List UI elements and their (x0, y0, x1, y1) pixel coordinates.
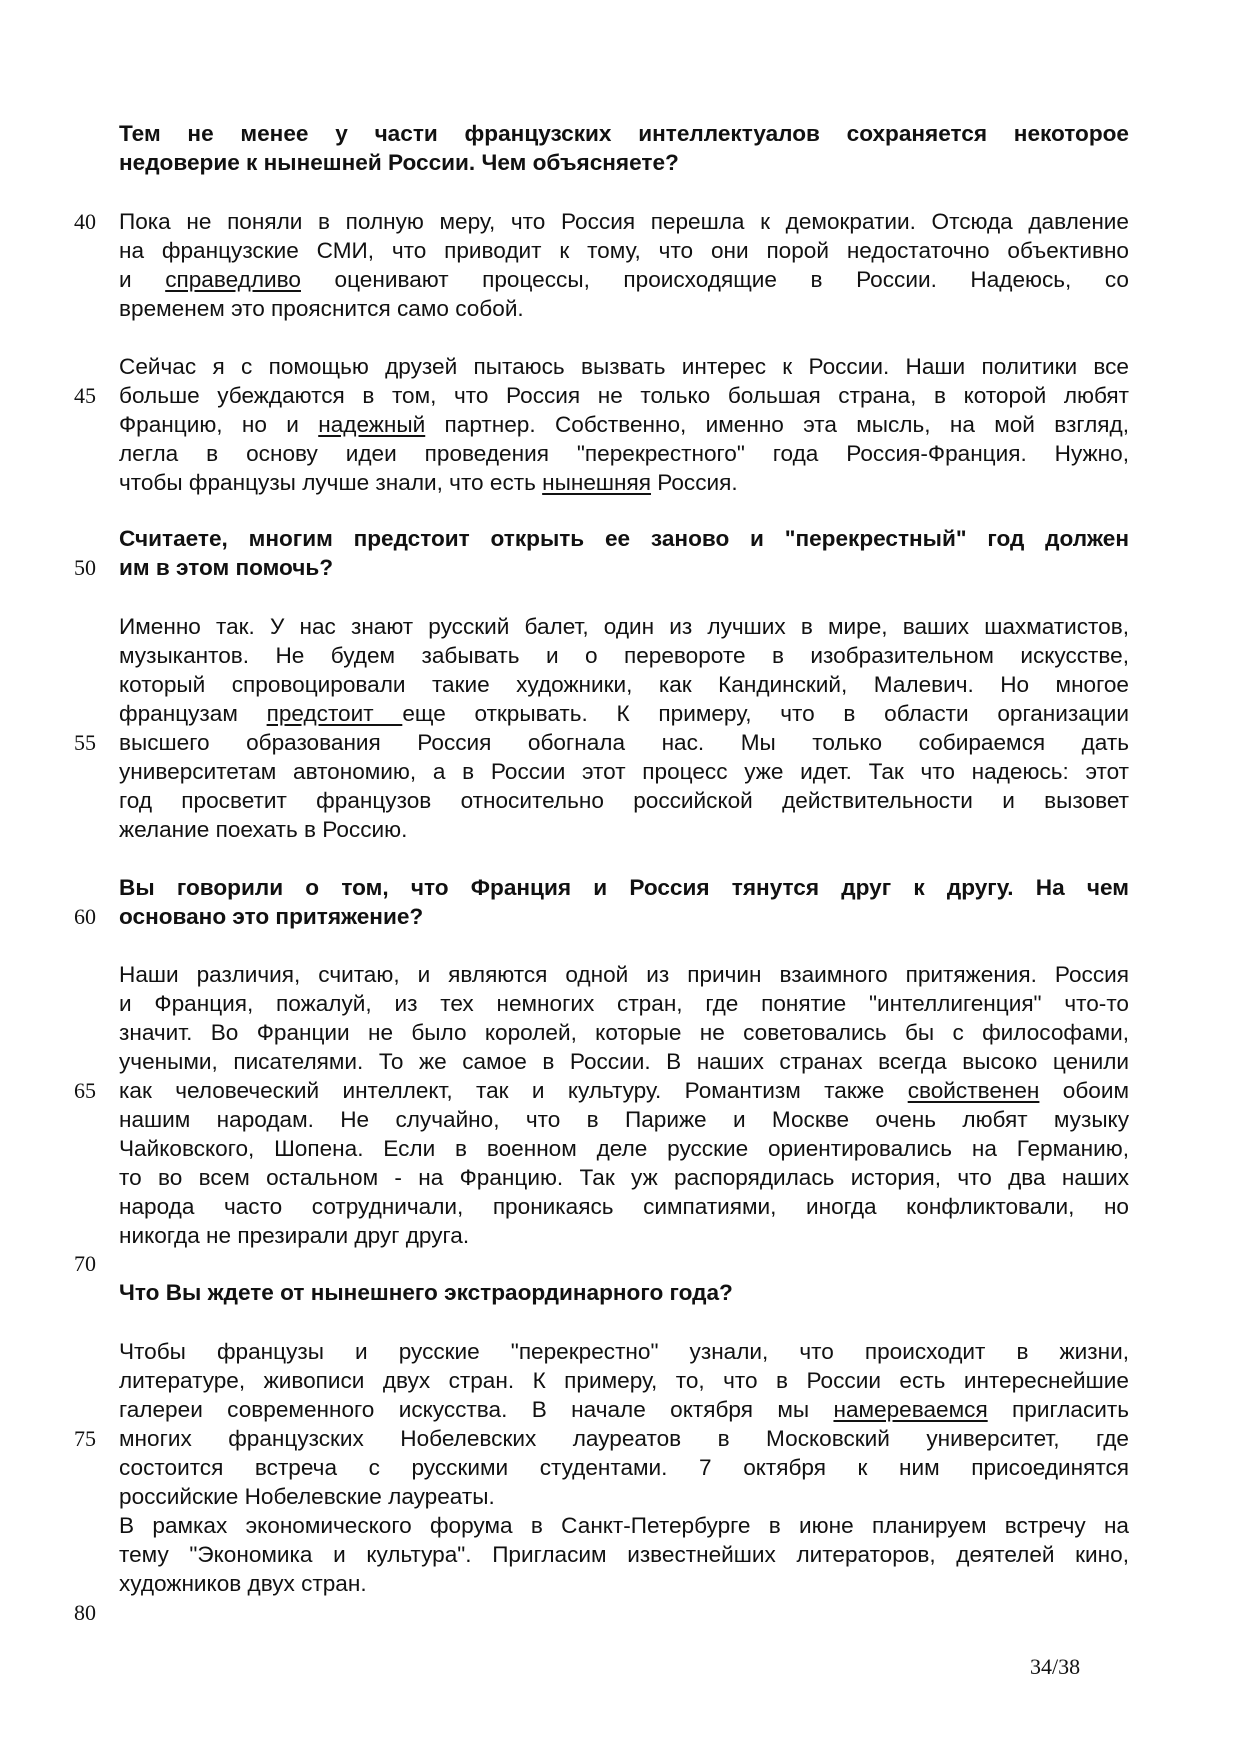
answer-2 (119, 352, 1129, 497)
answer-line: нашим народам. Не случайно, что в Париже и Москве очень любят музыку (119, 1107, 1129, 1132)
answer-line: временем это прояснится само собой. (119, 296, 524, 321)
line-number: 70 (74, 1251, 96, 1276)
answer-line: Наши различия, считаю, и являются одной из причин взаимного притяжения. Россия (119, 962, 1129, 987)
answer-line: и справедливо оценивают процессы, происходящие в России. Надеюсь, со (119, 267, 1129, 292)
line-number: 80 (74, 1600, 96, 1625)
question-line: основано это притяжение? (119, 904, 424, 929)
question-line: Тем не менее у части французских интеллектуалов сохраняется некоторое (119, 121, 1129, 146)
underlined-word: нынешняя (542, 470, 651, 495)
answer-line: то во всем остальном - на Францию. Так уж распорядилась история, что два наших (119, 1165, 1129, 1190)
answer-line: французам предстоит еще открывать. К примеру, что в области организации (119, 701, 1129, 726)
answer-6 (119, 1511, 1129, 1598)
answer-3 (119, 612, 1129, 844)
question-line: Вы говорили о том, что Франция и Россия тянутся друг к другу. На чем (119, 875, 1129, 900)
answer-line: галереи современного искусства. В начале октября мы намереваемся пригласить (119, 1397, 1130, 1422)
answer-line: чтобы французы лучше знали, что есть нынешняя Россия. (119, 470, 738, 495)
page-number: 34/38 (1030, 1654, 1081, 1679)
question-line: Считаете, многим предстоит открыть ее заново и "перекрестный" год должен (119, 526, 1129, 551)
underlined-word: свойственен (907, 1078, 1040, 1103)
answer-line: Чайковского, Шопена. Если в военном деле русские ориентировались на Германию, (119, 1136, 1129, 1161)
answer-line: значит. Во Франции не было королей, которые не советовались бы с философами, (119, 1020, 1129, 1045)
answer-line: В рамках экономического форума в Санкт-Петербурге в июне планируем встречу на (119, 1513, 1129, 1538)
answer-line: художников двух стран. (119, 1571, 367, 1596)
line-number: 55 (74, 730, 96, 755)
answer-line: университетам автономию, а в России этот процесс уже идет. Так что надеюсь: этот (119, 759, 1129, 784)
question-line: им в этом помочь? (119, 555, 334, 580)
line-number: 65 (74, 1078, 96, 1103)
answer-line: легла в основу идеи проведения "перекрестного" года Россия-Франция. Нужно, (119, 441, 1129, 466)
answer-line: учеными, писателями. То же самое в России. В наших странах всегда высоко ценили (119, 1049, 1129, 1074)
underlined-word: справедливо (165, 267, 301, 292)
question-4 (119, 1278, 1129, 1307)
question-1 (119, 119, 1129, 177)
answer-line: народа часто сотрудничали, проникаясь симпатиями, иногда конфликтовали, но (119, 1194, 1129, 1219)
answer-line: многих французских Нобелевских лауреатов в Московский университет, где (119, 1426, 1129, 1451)
answer-line: музыкантов. Не будем забывать и о перевороте в изобразительном искусстве, (119, 643, 1129, 668)
answer-1 (119, 207, 1129, 323)
answer-line: желание поехать в Россию. (119, 817, 408, 842)
answer-line: год просветит французов относительно российской действительности и вызовет (119, 788, 1129, 813)
answer-line: состоится встреча с русскими студентами. 7 октября к ним присоединятся (119, 1455, 1129, 1480)
answer-4 (119, 960, 1129, 1250)
answer-line: больше убеждаются в том, что Россия не только большая страна, в которой любят (119, 383, 1129, 408)
underlined-word: предстоит (266, 701, 403, 726)
underlined-word: намереваемся (833, 1397, 988, 1422)
line-number: 60 (74, 904, 96, 929)
line-number: 75 (74, 1426, 96, 1451)
question-2 (119, 524, 1129, 582)
line-number: 40 (74, 209, 96, 234)
question-line: Что Вы ждете от нынешнего экстраординарного года? (119, 1280, 733, 1305)
answer-line: Пока не поняли в полную меру, что Россия перешла к демократии. Отсюда давление (119, 209, 1129, 234)
answer-line: высшего образования Россия обогнала нас. Мы только собираемся дать (119, 730, 1129, 755)
answer-line: как человеческий интеллект, так и культуру. Романтизм также свойственен обоим (119, 1078, 1129, 1103)
answer-line: Чтобы французы и русские "перекрестно" узнали, что происходит в жизни, (119, 1339, 1129, 1364)
answer-line: который спровоцировали такие художники, как Кандинский, Малевич. Но многое (119, 672, 1129, 697)
answer-line: и Франция, пожалуй, из тех немногих стран, где понятие "интеллигенция" что-то (119, 991, 1129, 1016)
answer-line: никогда не презирали друг друга. (119, 1223, 470, 1248)
question-3 (119, 873, 1129, 931)
answer-line: Сейчас я с помощью друзей пытаюсь вызвать интерес к России. Наши политики все (119, 354, 1129, 379)
answer-line: на французские СМИ, что приводит к тому, что они порой недостаточно объективно (119, 238, 1129, 263)
underlined-word: надежный (318, 412, 426, 437)
answer-line: литературе, живописи двух стран. К примеру, то, что в России есть интереснейшие (119, 1368, 1129, 1393)
answer-line: тему "Экономика и культура". Пригласим известнейших литераторов, деятелей кино, (119, 1542, 1129, 1567)
line-number: 50 (74, 555, 96, 580)
answer-line: российские Нобелевские лауреаты. (119, 1484, 495, 1509)
line-number: 45 (74, 383, 96, 408)
answer-line: Францию, но и надежный партнер. Собственно, именно эта мысль, на мой взгляд, (119, 412, 1129, 437)
answer-5 (119, 1337, 1129, 1511)
answer-line: Именно так. У нас знают русский балет, один из лучших в мире, ваших шахматистов, (119, 614, 1129, 639)
question-line: недоверие к нынешней России. Чем объясняете? (119, 150, 679, 175)
